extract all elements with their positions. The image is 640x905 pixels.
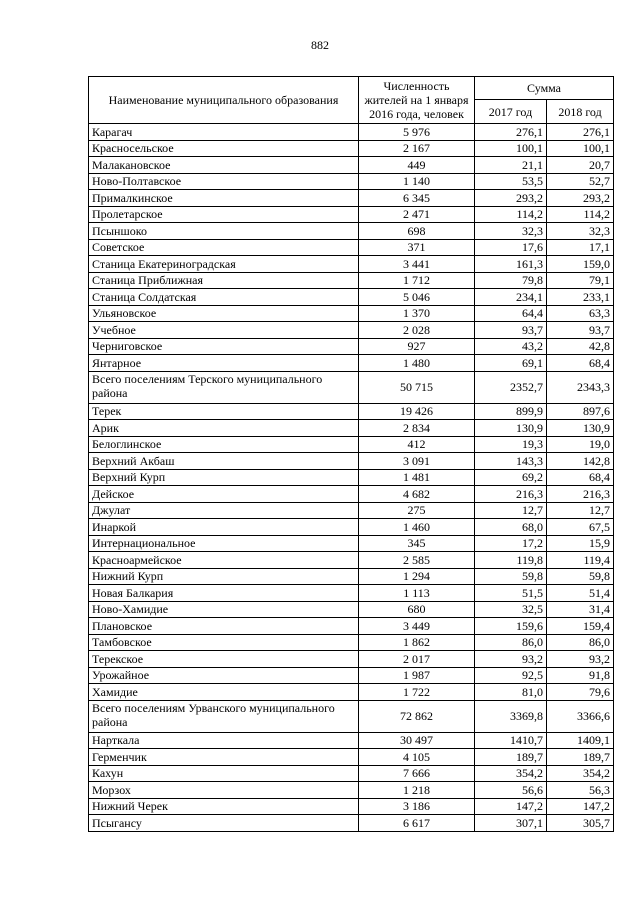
cell-sum-2017: 899,9 [475, 403, 547, 420]
cell-population: 72 862 [359, 700, 475, 732]
cell-sum-2018: 68,4 [547, 469, 614, 486]
cell-sum-2017: 69,1 [475, 355, 547, 372]
cell-sum-2017: 79,8 [475, 272, 547, 289]
cell-name: Псыншоко [89, 223, 359, 240]
cell-sum-2017: 12,7 [475, 502, 547, 519]
cell-population: 1 480 [359, 355, 475, 372]
cell-sum-2017: 43,2 [475, 338, 547, 355]
table-row [89, 502, 614, 519]
cell-name: Карагач [89, 124, 359, 141]
cell-sum-2017: 2352,7 [475, 371, 547, 403]
cell-sum-2018: 276,1 [547, 124, 614, 141]
cell-sum-2017: 216,3 [475, 486, 547, 503]
cell-population: 275 [359, 502, 475, 519]
cell-name: Учебное [89, 322, 359, 339]
cell-population: 3 186 [359, 798, 475, 815]
cell-sum-2018: 305,7 [547, 815, 614, 832]
table-total-row [89, 700, 614, 732]
cell-sum-2017: 293,2 [475, 190, 547, 207]
cell-name: Янтарное [89, 355, 359, 372]
cell-population: 1 987 [359, 667, 475, 684]
table-row [89, 403, 614, 420]
cell-sum-2018: 51,4 [547, 585, 614, 602]
cell-name: Дейское [89, 486, 359, 503]
table-row [89, 634, 614, 651]
cell-population: 449 [359, 157, 475, 174]
cell-sum-2017: 64,4 [475, 305, 547, 322]
cell-population: 927 [359, 338, 475, 355]
cell-sum-2017: 68,0 [475, 519, 547, 536]
cell-sum-2017: 3369,8 [475, 700, 547, 732]
cell-population: 30 497 [359, 732, 475, 749]
table-row [89, 420, 614, 437]
cell-name: Всего поселениям Терского муниципального района [89, 371, 359, 403]
cell-sum-2018: 354,2 [547, 765, 614, 782]
page-number: 882 [311, 38, 329, 52]
table-row [89, 601, 614, 618]
cell-name: Черниговское [89, 338, 359, 355]
table-row [89, 124, 614, 141]
cell-sum-2018: 130,9 [547, 420, 614, 437]
cell-population: 2 471 [359, 206, 475, 223]
cell-population: 5 046 [359, 289, 475, 306]
cell-sum-2018: 1409,1 [547, 732, 614, 749]
cell-population: 4 682 [359, 486, 475, 503]
cell-sum-2017: 59,8 [475, 568, 547, 585]
cell-sum-2018: 3366,6 [547, 700, 614, 732]
cell-sum-2017: 119,8 [475, 552, 547, 569]
table-row [89, 568, 614, 585]
cell-sum-2018: 12,7 [547, 502, 614, 519]
cell-sum-2017: 86,0 [475, 634, 547, 651]
table-row [89, 173, 614, 190]
cell-name: Верхний Акбаш [89, 453, 359, 470]
cell-name: Пролетарское [89, 206, 359, 223]
cell-sum-2017: 19,3 [475, 436, 547, 453]
cell-sum-2018: 159,4 [547, 618, 614, 635]
cell-population: 2 585 [359, 552, 475, 569]
header-2018: 2018 год [547, 100, 614, 124]
table-row [89, 322, 614, 339]
cell-sum-2018: 93,7 [547, 322, 614, 339]
table-row [89, 289, 614, 306]
cell-population: 19 426 [359, 403, 475, 420]
cell-name: Станица Солдатская [89, 289, 359, 306]
table-row [89, 338, 614, 355]
cell-sum-2017: 81,0 [475, 684, 547, 701]
table-total-row [89, 371, 614, 403]
table-row [89, 157, 614, 174]
cell-population: 3 441 [359, 256, 475, 273]
cell-sum-2018: 119,4 [547, 552, 614, 569]
header-sum: Сумма [475, 77, 614, 100]
cell-population: 7 666 [359, 765, 475, 782]
cell-population: 50 715 [359, 371, 475, 403]
cell-sum-2018: 67,5 [547, 519, 614, 536]
table-row [89, 798, 614, 815]
cell-name: Новая Балкария [89, 585, 359, 602]
table-row [89, 355, 614, 372]
cell-name: Красноармейское [89, 552, 359, 569]
cell-sum-2018: 91,8 [547, 667, 614, 684]
cell-sum-2018: 63,3 [547, 305, 614, 322]
table-row [89, 272, 614, 289]
cell-population: 6 345 [359, 190, 475, 207]
cell-sum-2018: 20,7 [547, 157, 614, 174]
table-row [89, 256, 614, 273]
cell-population: 5 976 [359, 124, 475, 141]
cell-sum-2017: 32,3 [475, 223, 547, 240]
cell-name: Хамидие [89, 684, 359, 701]
table-row [89, 206, 614, 223]
cell-name: Ново-Полтавское [89, 173, 359, 190]
table-body [89, 124, 614, 832]
cell-sum-2018: 15,9 [547, 535, 614, 552]
cell-population: 2 028 [359, 322, 475, 339]
cell-sum-2017: 92,5 [475, 667, 547, 684]
cell-sum-2018: 93,2 [547, 651, 614, 668]
cell-name: Арик [89, 420, 359, 437]
table-row [89, 190, 614, 207]
cell-name: Прималкинское [89, 190, 359, 207]
table-row [89, 651, 614, 668]
cell-population: 1 370 [359, 305, 475, 322]
cell-sum-2017: 161,3 [475, 256, 547, 273]
cell-name: Герменчик [89, 749, 359, 766]
cell-sum-2018: 32,3 [547, 223, 614, 240]
cell-sum-2018: 52,7 [547, 173, 614, 190]
cell-population: 698 [359, 223, 475, 240]
table-row [89, 436, 614, 453]
cell-name: Станица Екатериноградская [89, 256, 359, 273]
cell-population: 1 862 [359, 634, 475, 651]
cell-name: Джулат [89, 502, 359, 519]
cell-sum-2018: 189,7 [547, 749, 614, 766]
cell-sum-2017: 354,2 [475, 765, 547, 782]
cell-sum-2017: 234,1 [475, 289, 547, 306]
cell-sum-2018: 19,0 [547, 436, 614, 453]
cell-sum-2018: 114,2 [547, 206, 614, 223]
cell-name: Урожайное [89, 667, 359, 684]
cell-population: 1 722 [359, 684, 475, 701]
cell-population: 345 [359, 535, 475, 552]
cell-name: Красносельское [89, 140, 359, 157]
cell-sum-2018: 68,4 [547, 355, 614, 372]
cell-population: 6 617 [359, 815, 475, 832]
cell-sum-2018: 216,3 [547, 486, 614, 503]
cell-name: Станица Приближная [89, 272, 359, 289]
table-row [89, 519, 614, 536]
cell-population: 2 167 [359, 140, 475, 157]
cell-sum-2017: 93,7 [475, 322, 547, 339]
cell-name: Белоглинское [89, 436, 359, 453]
cell-population: 371 [359, 239, 475, 256]
table-row [89, 585, 614, 602]
table-row [89, 552, 614, 569]
cell-sum-2017: 130,9 [475, 420, 547, 437]
table-row [89, 618, 614, 635]
cell-sum-2018: 159,0 [547, 256, 614, 273]
cell-sum-2018: 31,4 [547, 601, 614, 618]
cell-sum-2017: 56,6 [475, 782, 547, 799]
cell-sum-2017: 69,2 [475, 469, 547, 486]
cell-sum-2018: 59,8 [547, 568, 614, 585]
table-row [89, 140, 614, 157]
cell-name: Нарткала [89, 732, 359, 749]
cell-sum-2018: 100,1 [547, 140, 614, 157]
cell-population: 2 017 [359, 651, 475, 668]
cell-population: 3 449 [359, 618, 475, 635]
cell-sum-2017: 100,1 [475, 140, 547, 157]
cell-sum-2018: 897,6 [547, 403, 614, 420]
table-row [89, 453, 614, 470]
cell-sum-2017: 51,5 [475, 585, 547, 602]
cell-name: Всего поселениям Урванского муниципального района [89, 700, 359, 732]
table-row [89, 815, 614, 832]
header-2017: 2017 год [475, 100, 547, 124]
cell-name: Нижний Курп [89, 568, 359, 585]
cell-name: Верхний Курп [89, 469, 359, 486]
cell-name: Морзох [89, 782, 359, 799]
table-row [89, 223, 614, 240]
cell-sum-2018: 17,1 [547, 239, 614, 256]
cell-sum-2018: 86,0 [547, 634, 614, 651]
cell-name: Малакановское [89, 157, 359, 174]
allocation-table [88, 76, 614, 832]
cell-population: 1 113 [359, 585, 475, 602]
table-row [89, 305, 614, 322]
cell-sum-2018: 79,6 [547, 684, 614, 701]
header-name: Наименование муниципального образования [89, 77, 359, 124]
table-row [89, 469, 614, 486]
cell-population: 4 105 [359, 749, 475, 766]
cell-name: Нижний Черек [89, 798, 359, 815]
header-population: Численность жителей на 1 января 2016 года, человек [359, 77, 475, 124]
cell-sum-2017: 53,5 [475, 173, 547, 190]
cell-sum-2018: 142,8 [547, 453, 614, 470]
cell-sum-2017: 159,6 [475, 618, 547, 635]
cell-name: Ульяновское [89, 305, 359, 322]
cell-sum-2017: 307,1 [475, 815, 547, 832]
table-row [89, 535, 614, 552]
table-row [89, 765, 614, 782]
cell-sum-2017: 1410,7 [475, 732, 547, 749]
cell-sum-2017: 21,1 [475, 157, 547, 174]
cell-population: 1 218 [359, 782, 475, 799]
table-row [89, 239, 614, 256]
cell-sum-2018: 147,2 [547, 798, 614, 815]
cell-population: 1 460 [359, 519, 475, 536]
cell-sum-2017: 17,2 [475, 535, 547, 552]
cell-population: 412 [359, 436, 475, 453]
cell-name: Инаркой [89, 519, 359, 536]
cell-population: 1 712 [359, 272, 475, 289]
cell-population: 2 834 [359, 420, 475, 437]
table-row [89, 667, 614, 684]
cell-population: 1 481 [359, 469, 475, 486]
table-row [89, 732, 614, 749]
cell-sum-2018: 42,8 [547, 338, 614, 355]
cell-name: Интернациональное [89, 535, 359, 552]
cell-population: 3 091 [359, 453, 475, 470]
cell-sum-2017: 143,3 [475, 453, 547, 470]
cell-sum-2018: 233,1 [547, 289, 614, 306]
cell-name: Ново-Хамидие [89, 601, 359, 618]
cell-name: Плановское [89, 618, 359, 635]
cell-name: Терекское [89, 651, 359, 668]
table-row [89, 782, 614, 799]
cell-sum-2017: 17,6 [475, 239, 547, 256]
cell-population: 1 140 [359, 173, 475, 190]
cell-sum-2017: 147,2 [475, 798, 547, 815]
table-row [89, 486, 614, 503]
table-row [89, 749, 614, 766]
cell-sum-2018: 2343,3 [547, 371, 614, 403]
cell-name: Кахун [89, 765, 359, 782]
cell-sum-2018: 56,3 [547, 782, 614, 799]
cell-sum-2017: 32,5 [475, 601, 547, 618]
cell-name: Советское [89, 239, 359, 256]
cell-sum-2018: 79,1 [547, 272, 614, 289]
cell-sum-2017: 114,2 [475, 206, 547, 223]
cell-sum-2017: 276,1 [475, 124, 547, 141]
cell-population: 1 294 [359, 568, 475, 585]
cell-sum-2018: 293,2 [547, 190, 614, 207]
cell-name: Терек [89, 403, 359, 420]
cell-name: Тамбовское [89, 634, 359, 651]
cell-name: Псыгансу [89, 815, 359, 832]
cell-sum-2017: 189,7 [475, 749, 547, 766]
cell-sum-2017: 93,2 [475, 651, 547, 668]
cell-population: 680 [359, 601, 475, 618]
table-row [89, 684, 614, 701]
